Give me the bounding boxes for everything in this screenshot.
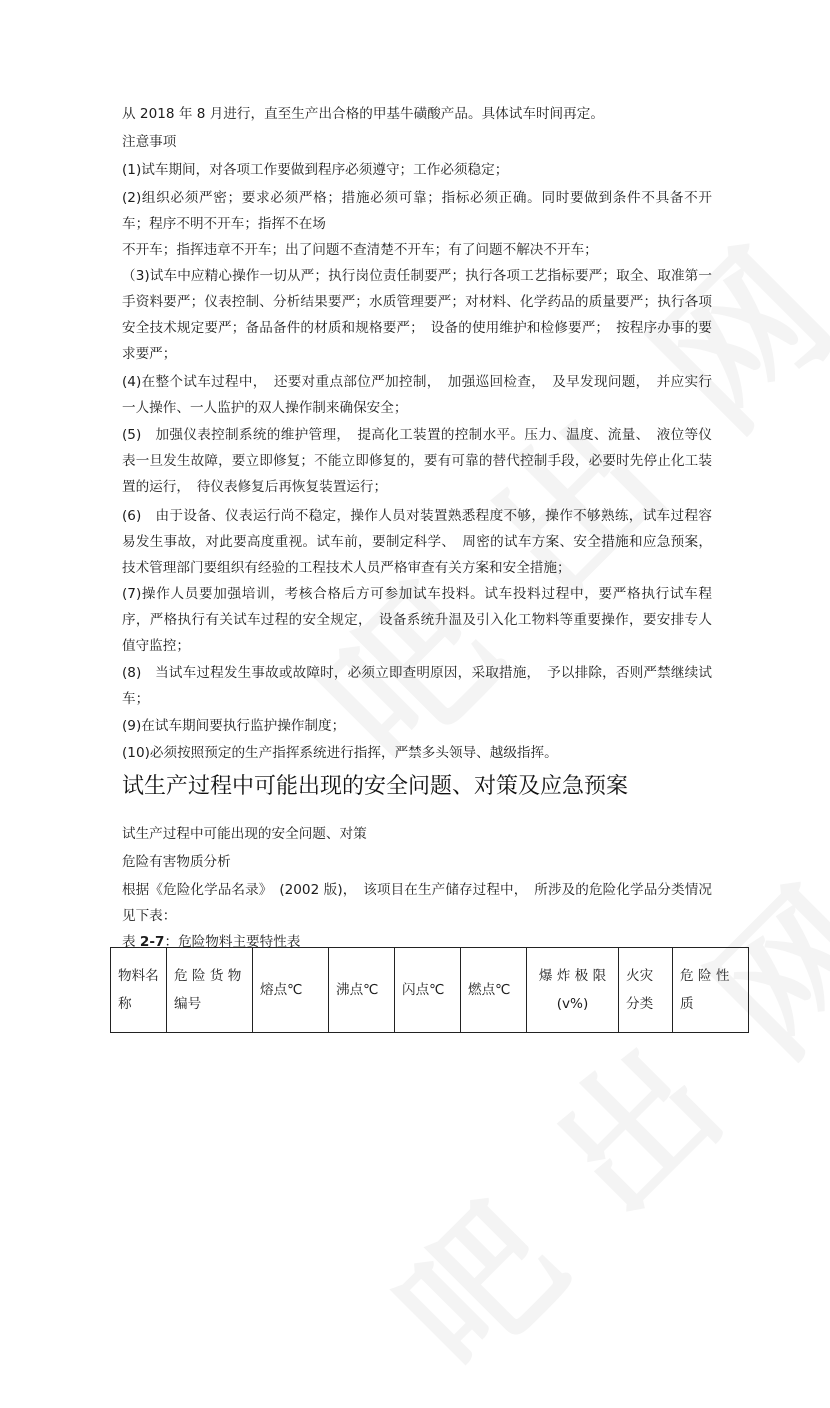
heading-notes: 注意事项 bbox=[122, 134, 177, 150]
paragraph-item-2: (2)组织必须严密；要求必须严格；措施必须可靠；指标必须正确。同时要做到条件不具备不开车；程序不明不开车；指挥不在场 bbox=[122, 190, 712, 232]
hazard-materials-table bbox=[110, 947, 749, 1033]
paragraph-item-9: (9)在试车期间要执行监护操作制度； bbox=[122, 718, 346, 734]
paragraph-item-10: (10)必须按照预定的生产指挥系统进行指挥，严禁多头领导、越级指挥。 bbox=[122, 745, 558, 761]
caption-number: 2-7 bbox=[139, 934, 165, 950]
header-dangerous-goods-number: 危 险 货 物 编号 bbox=[167, 948, 253, 1033]
header-fire-class: 火灾分类 bbox=[619, 948, 673, 1033]
paragraph-item-7: (7)操作人员要加强培训，考核合格后方可参加试车投料。试车投料过程中，要严格执行试车程序，严格执行有关试车过程的安全规定， 设备系统升温及引入化工物料等重要操作，要安排专人值守监控； bbox=[122, 586, 712, 654]
paragraph-trial-time: 从 2018 年 8 月进行，直至生产出合格的甲基牛磺酸产品。具体试车时间再定。 bbox=[122, 106, 604, 122]
header-hazard-nature: 危 险 性 质 bbox=[673, 948, 749, 1033]
paragraph-item-6: (6) 由于设备、仪表运行尚不稳定，操作人员对装置熟悉程度不够，操作不够熟练，试车过程容易发生事故，对此要高度重视。试车前，要制定科学、 周密的试车方案、安全措施和应急预案，技术管理部门要组织有经验的工程技术人员严格审查有关方案和安全措施； bbox=[122, 508, 712, 576]
subheading-safety-issues: 试生产过程中可能出现的安全问题、对策 bbox=[122, 826, 367, 842]
header-explosion-limit: 爆 炸 极 限 (v%) bbox=[527, 948, 619, 1033]
paragraph-catalog: 根据《危险化学品名录》 (2002 版)， 该项目在生产储存过程中， 所涉及的危险化学品分类情况见下表： bbox=[122, 882, 712, 924]
paragraph-item-3: （3)试车中应精心操作一切从严；执行岗位责任制要严；执行各项工艺指标要严；取全、取准第一手资料要严；仪表控制、分析结果要严；水质管理要严；对材料、化学药品的质量要严；执行各项安全技术规定要严；备品备件的材质和规格要严； 设备的使用维护和检修要严； 按程序办事的要求要严； bbox=[122, 268, 712, 362]
section-heading: 试生产过程中可能出现的安全问题、对策及应急预案 bbox=[122, 774, 629, 799]
header-melting-point: 熔点℃ bbox=[253, 948, 329, 1033]
caption-prefix: 表 bbox=[122, 934, 140, 950]
paragraph-item-4: (4)在整个试车过程中， 还要对重点部位严加控制， 加强巡回检查， 及早发现问题， 并应实行一人操作、一人监护的双人操作制来确保安全； bbox=[122, 374, 712, 416]
subheading-hazard-analysis: 危险有害物质分析 bbox=[122, 854, 231, 870]
caption-text: ：危险物料主要特性表 bbox=[164, 934, 301, 950]
header-flash-point: 闪点℃ bbox=[395, 948, 461, 1033]
paragraph-item-1: (1)试车期间，对各项工作要做到程序必须遵守；工作必须稳定； bbox=[122, 162, 509, 178]
header-material-name: 物料名称 bbox=[111, 948, 167, 1033]
header-ignition-point: 燃点℃ bbox=[461, 948, 527, 1033]
paragraph-item-2-cont: 不开车；指挥违章不开车；出了问题不查清楚不开车；有了问题不解决不开车； bbox=[122, 242, 598, 258]
paragraph-item-8: (8) 当试车过程发生事故或故障时，必须立即查明原因，采取措施， 予以排除，否则严禁继续试车； bbox=[122, 665, 712, 707]
table-header-row bbox=[111, 948, 749, 1033]
header-boiling-point: 沸点℃ bbox=[329, 948, 395, 1033]
paragraph-item-5: (5) 加强仪表控制系统的维护管理， 提高化工装置的控制水平。压力、温度、流量、 液位等仪表一旦发生故障，要立即修复；不能立即修复的，要有可靠的替代控制手段，必要时先停止化工装置的运行， 待仪表修复后再恢复装置运行； bbox=[122, 427, 712, 495]
